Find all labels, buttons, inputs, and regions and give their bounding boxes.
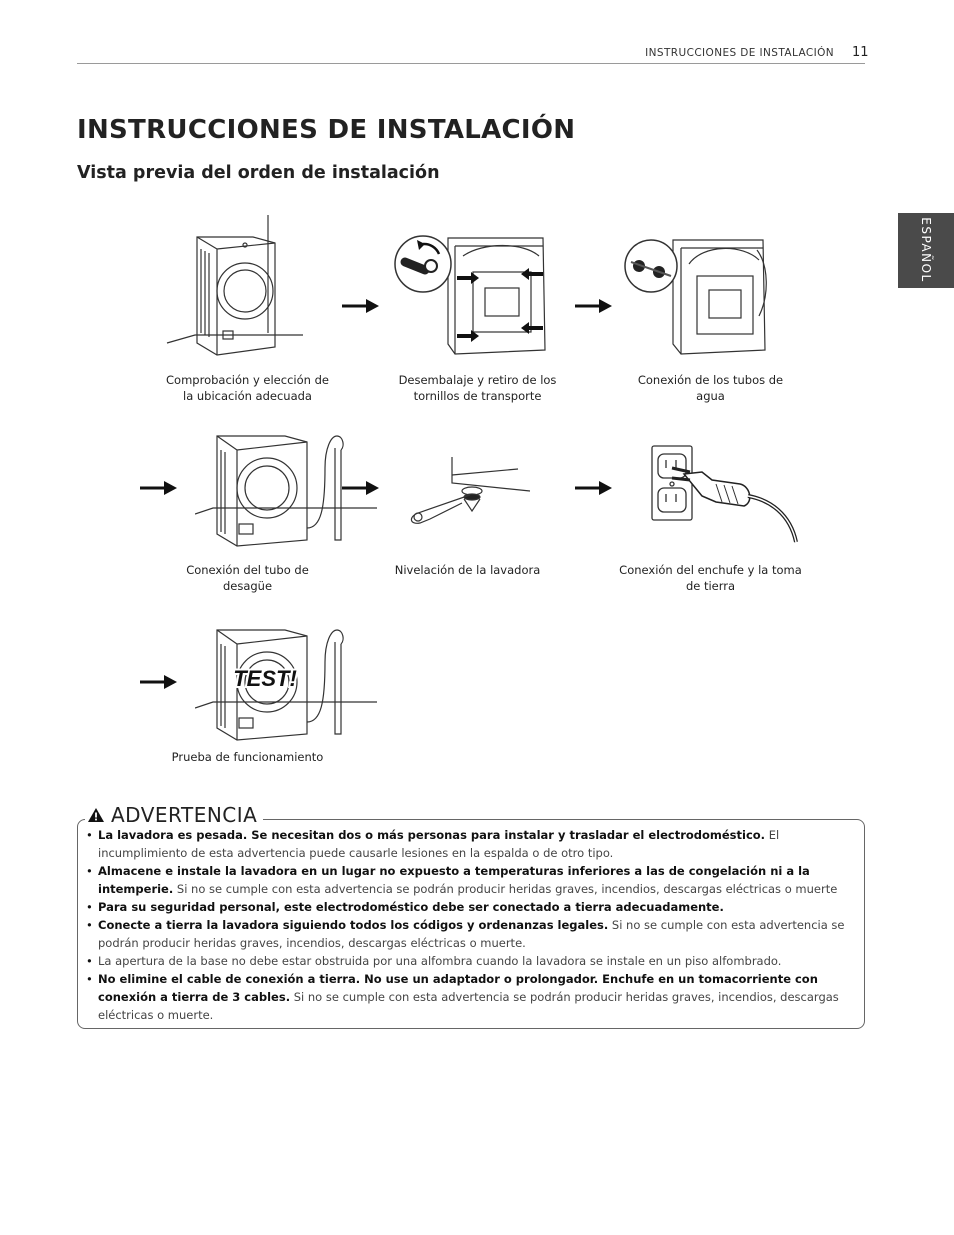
step-6-caption: Conexión del enchufe y la toma de tierra [619,563,802,593]
warning-item: • Conecte a tierra la lavadora siguiendo todos los códigos y ordenanzas legales. Si no se cumple con esta advertencia se podrán producir heridas graves, incendios, descargas eléctricas o muerte. [86,916,856,952]
step-2-caption: Desembalaje y retiro de los tornillos de transporte [398,373,557,403]
step-1-illustration [165,215,305,360]
step-4-caption: Conexión del tubo de desagüe [186,563,309,593]
test-badge: TEST! [233,666,297,691]
running-header: INSTRUCCIONES DE INSTALACIÓN [645,47,834,59]
language-tab [898,213,954,288]
arrow-right-icon [575,298,613,314]
warning-item: • Almacene e instale la lavadora en un lugar no expuesto a temperaturas inferiores a las de congelación ni a la intemperie. Si no se cumple con esta advertencia se podrán producir heridas graves, incendios, descargas eléctricas o muerte [86,862,856,898]
section-subtitle: Vista previa del orden de instalación [77,163,440,183]
step-7-illustration [195,622,380,742]
language-tab-label: ESPAÑOL [919,217,933,283]
step-5-caption: Nivelación de la lavadora [394,563,541,577]
page-title: INSTRUCCIONES DE INSTALACIÓN [77,115,576,145]
step-7-caption: Prueba de funcionamiento [171,750,324,764]
arrow-right-icon [342,480,380,496]
warning-item: • Para su seguridad personal, este electrodoméstico debe ser conectado a tierra adecuadamente. [86,898,856,916]
step-2-illustration [393,232,553,357]
arrow-right-icon [575,480,613,496]
arrow-right-icon [140,480,178,496]
page-number: 11 [852,45,869,60]
warning-item: • La apertura de la base no debe estar obstruida por una alfombra cuando la lavadora se instale en un piso alfombrado. [86,952,856,970]
step-1-caption: Comprobación y elección de la ubicación adecuada [166,373,329,403]
arrow-right-icon [140,674,178,690]
warning-icon [87,807,105,823]
step-5-illustration [400,455,540,530]
step-3-illustration [623,236,773,358]
header-divider [77,63,865,64]
warning-item: • La lavadora es pesada. Se necesitan dos o más personas para instalar y trasladar el electrodoméstico. El incumplimiento de esta advertencia puede causarle lesiones en la espalda o de otro tipo. [86,826,856,862]
warning-list [86,826,856,1024]
step-3-caption: Conexión de los tubos de agua [637,373,784,403]
warning-item: • No elimine el cable de conexión a tierra. No use un adaptador o prolongador. Enchufe en un tomacorriente con conexión a tierra de 3 cables. Si no se cumple con esta advertencia se podrán producir heridas graves, incendios, descargas eléctricas o muerte. [86,970,856,1024]
arrow-right-icon [342,298,380,314]
step-6-illustration [650,444,800,544]
warning-title: ADVERTENCIA [85,803,263,827]
